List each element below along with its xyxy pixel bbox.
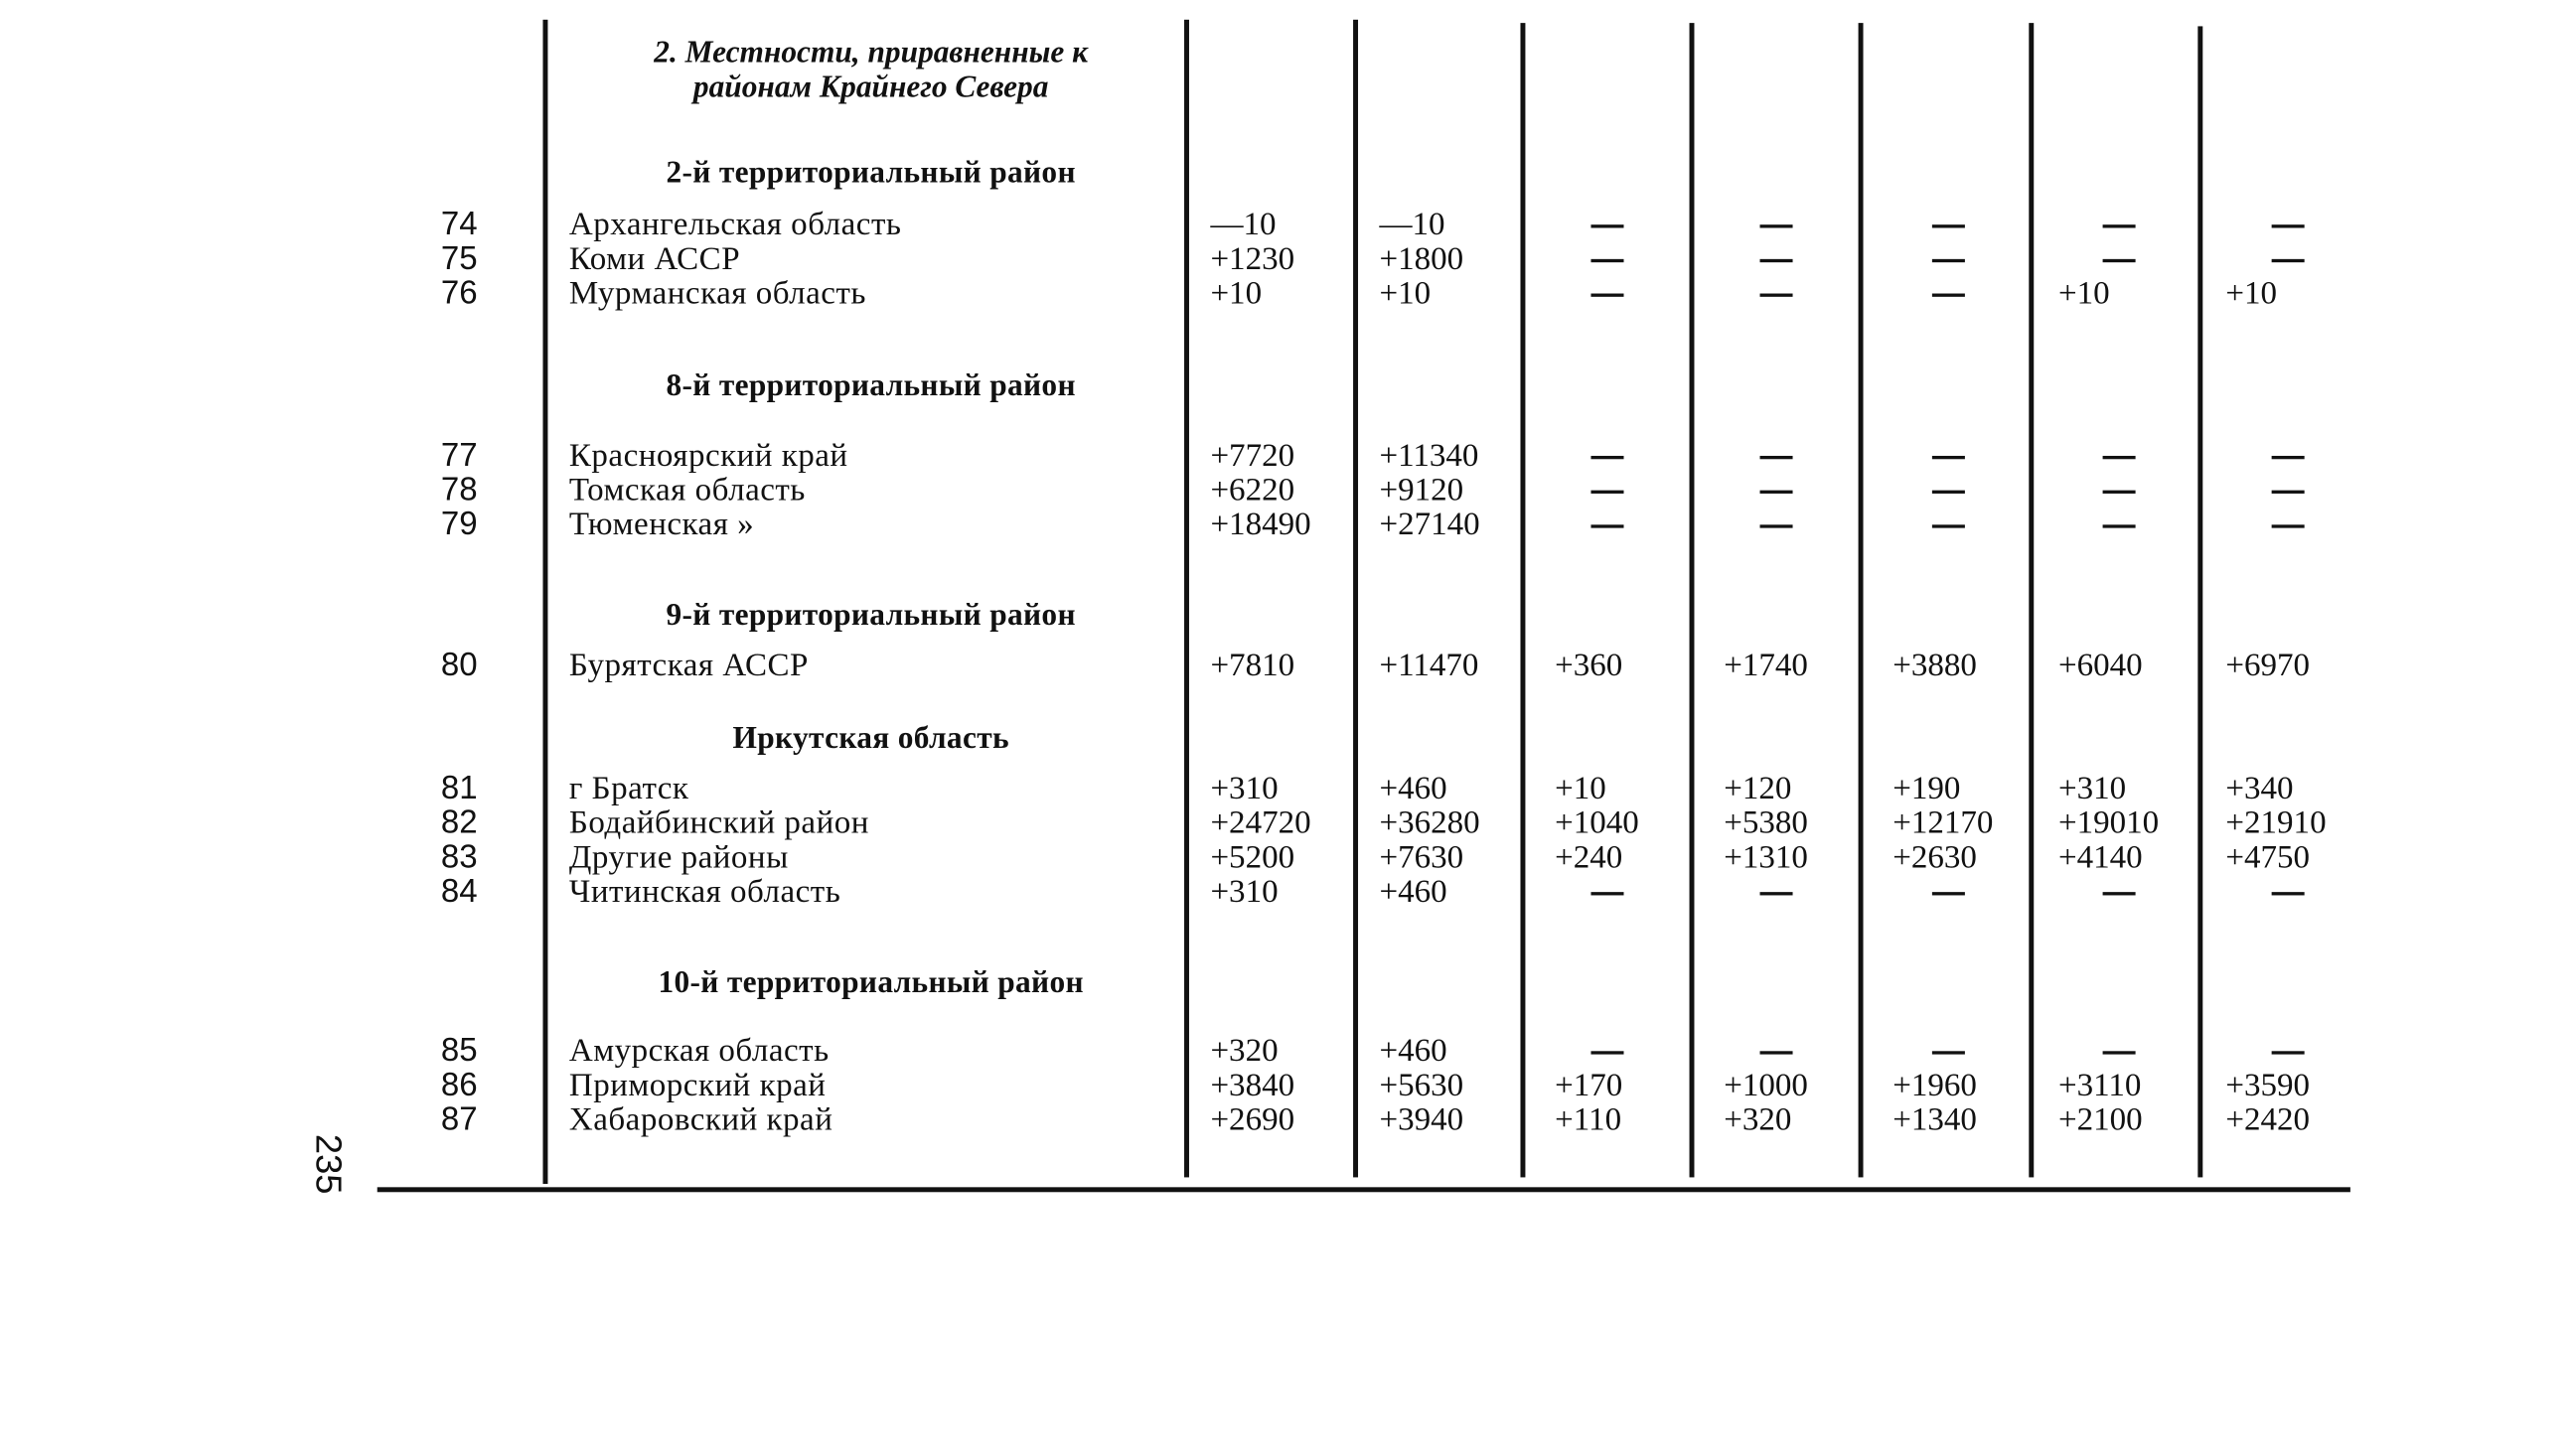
cell-value: +36280 [1379,804,1480,841]
cell-dash [1932,456,1965,459]
cell-value: +7630 [1379,839,1464,876]
section-title-line2: районам Крайнего Севера [692,70,1049,105]
cell-value: +120 [1724,770,1792,807]
cell-value: +460 [1379,1033,1447,1070]
cell-value: +10 [2225,275,2278,312]
cell-dash [1760,224,1793,227]
table-row [0,1101,2572,1137]
district-heading: 2-й территориальный район [666,155,1076,191]
district-heading: 10-й территориальный район [658,965,1084,1001]
row-region-name: Мурманская область [568,275,866,312]
cell-value: +6040 [2058,648,2143,684]
cell-dash [1760,259,1793,262]
cell-value: +21910 [2225,804,2327,841]
cell-value: +1960 [1892,1067,1977,1104]
cell-value: +3110 [2058,1067,2142,1104]
cell-dash [1932,524,1965,527]
cell-value: +27140 [1379,507,1480,543]
cell-value: +18490 [1210,507,1311,543]
cell-value: +1040 [1555,804,1639,841]
cell-value: +340 [2225,770,2294,807]
cell-dash [1760,1051,1793,1054]
table-row [0,1033,2572,1069]
cell-dash [1760,524,1793,527]
table-row [0,438,2572,474]
cell-value: +10 [1555,770,1606,807]
table-row [0,472,2572,508]
cell-dash [1590,524,1623,527]
row-number: 86 [440,1067,478,1104]
section-title-line1: 2. Местности, приравненные к [654,36,1089,71]
cell-value: +170 [1555,1067,1623,1104]
cell-value: +5380 [1724,804,1808,841]
cell-value: +2100 [2058,1101,2143,1138]
table-row [0,207,2572,242]
cell-value: +310 [2058,770,2127,807]
cell-value: +1340 [1892,1101,1977,1138]
cell-value: +320 [1210,1033,1279,1070]
row-region-name: Читинская область [568,873,841,911]
district-heading: 8-й территориальный район [666,368,1076,404]
cell-dash [1590,224,1623,227]
cell-value: +190 [1892,770,1961,807]
row-region-name: Тюменская » [568,507,755,543]
row-region-name: г Братск [568,770,689,807]
row-region-name: Приморский край [568,1067,827,1104]
cell-value: +320 [1724,1101,1792,1138]
cell-dash [2272,456,2305,459]
cell-dash [1932,491,1965,494]
cell-value: +1230 [1210,240,1295,278]
cell-value: +10 [2058,275,2110,312]
row-region-name: Другие районы [568,839,789,876]
cell-value: +6220 [1210,472,1295,509]
page-number: 235 [308,1133,350,1195]
cell-dash [1932,1051,1965,1054]
cell-dash [2103,491,2136,494]
row-region-name: Бодайбинский район [568,804,869,841]
district-heading: 9-й территориальный район [666,598,1076,634]
cell-dash [1932,224,1965,227]
table-row [0,771,2572,806]
row-region-name: Хабаровский край [568,1101,833,1138]
cell-value: +1310 [1724,839,1808,876]
row-number: 75 [440,240,478,278]
cell-dash [1590,294,1623,297]
cell-value: +12170 [1892,804,1994,841]
row-region-name: Красноярский край [568,437,848,475]
cell-dash [2272,892,2305,895]
cell-value: +240 [1555,839,1623,876]
table-rule-col5 [1859,23,1863,1177]
cell-value: +1740 [1724,648,1808,684]
cell-dash [1590,491,1623,494]
cell-value: +24720 [1210,804,1311,841]
cell-value: +460 [1379,873,1447,911]
cell-dash [2103,456,2136,459]
cell-dash [1932,294,1965,297]
cell-value: +2420 [2225,1101,2311,1138]
row-region-name: Бурятская АССР [568,648,809,684]
cell-value: +2630 [1892,839,1977,876]
row-region-name: Томская область [568,472,806,509]
row-region-name: Коми АССР [568,240,741,278]
cell-value: +4140 [2058,839,2143,876]
cell-dash [2103,1051,2136,1054]
row-number: 82 [440,804,478,841]
cell-value: +10 [1210,275,1263,312]
cell-value: +11470 [1379,648,1479,684]
cell-value: +5200 [1210,839,1295,876]
cell-dash [2103,524,2136,527]
row-number: 77 [440,437,478,475]
cell-value: +3590 [2225,1067,2311,1104]
table-row [0,241,2572,277]
table-rule-col2 [1353,20,1357,1178]
cell-value: +9120 [1379,472,1464,509]
table-rule-col6 [2029,23,2033,1177]
cell-value: +1800 [1379,240,1464,278]
cell-dash [1590,892,1623,895]
row-number: 78 [440,472,478,509]
row-number: 74 [440,207,478,243]
table-rule-name-left [542,20,546,1184]
row-region-name: Архангельская область [568,207,902,243]
cell-value: —10 [1210,207,1277,243]
cell-dash [2272,259,2305,262]
cell-dash [2272,224,2305,227]
cell-dash [2103,259,2136,262]
table-row [0,805,2572,841]
row-number: 76 [440,275,478,312]
region-heading: Иркутская область [732,721,1009,757]
table-row [0,874,2572,910]
cell-value: +360 [1555,648,1623,684]
cell-dash [1760,456,1793,459]
cell-dash [1590,456,1623,459]
cell-dash [1932,892,1965,895]
cell-value: +3840 [1210,1067,1295,1104]
table-row [0,839,2572,875]
cell-dash [2272,524,2305,527]
table-row [0,648,2572,683]
cell-dash [2103,224,2136,227]
cell-value: +19010 [2058,804,2160,841]
row-number: 79 [440,507,478,543]
cell-value: +7720 [1210,437,1295,475]
row-region-name: Амурская область [568,1033,830,1070]
table-row [0,1068,2572,1103]
cell-value: +310 [1210,770,1279,807]
row-number: 81 [440,770,478,807]
table-rule-col3 [1520,23,1524,1177]
cell-value: +310 [1210,873,1279,911]
table-row [0,275,2572,311]
row-number: 83 [440,839,478,876]
cell-dash [1590,259,1623,262]
cell-value: +2690 [1210,1101,1295,1138]
cell-value: +7810 [1210,648,1295,684]
cell-dash [2272,491,2305,494]
row-number: 85 [440,1033,478,1070]
table-row [0,507,2572,542]
cell-dash [1932,259,1965,262]
cell-value: +3940 [1379,1101,1464,1138]
cell-value: +11340 [1379,437,1479,475]
row-number: 80 [440,648,478,684]
cell-value: +3880 [1892,648,1977,684]
row-number: 84 [440,873,478,911]
cell-value: +1000 [1724,1067,1808,1104]
table-rule-col4 [1690,23,1694,1177]
table-rule-col7 [2197,26,2201,1177]
cell-value: +460 [1379,770,1447,807]
cell-value: +6970 [2225,648,2311,684]
cell-value: —10 [1379,207,1445,243]
cell-dash [1590,1051,1623,1054]
cell-dash [1760,491,1793,494]
row-number: 87 [440,1101,478,1138]
table-bottom-rule [378,1187,2350,1191]
cell-value: +5630 [1379,1067,1464,1104]
cell-value: +4750 [2225,839,2311,876]
cell-dash [1760,892,1793,895]
cell-dash [2103,892,2136,895]
cell-value: +110 [1555,1101,1622,1138]
cell-dash [2272,1051,2305,1054]
cell-dash [1760,294,1793,297]
cell-value: +10 [1379,275,1432,312]
